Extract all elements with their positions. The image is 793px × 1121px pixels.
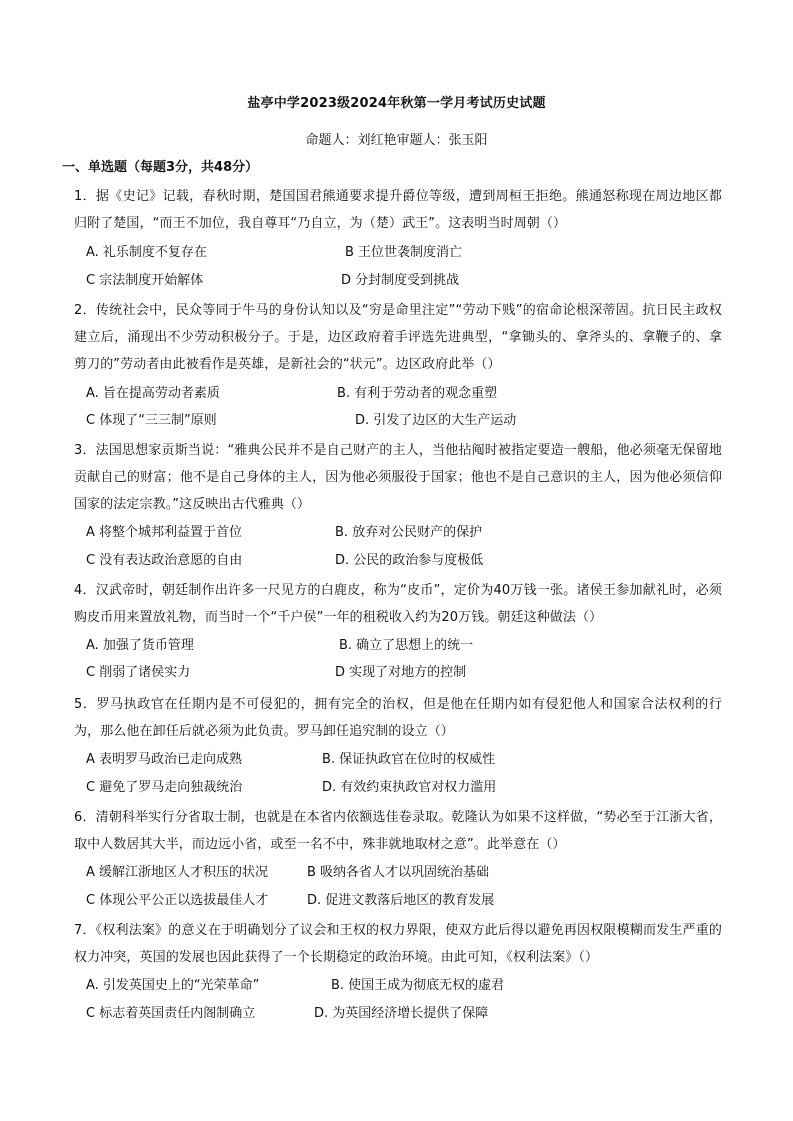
question-4-option-c[interactable]: C 削弱了诸侯实力 <box>86 665 191 680</box>
question-text: 法国思想家贡斯当说：“雅典公民并不是自己财产的主人，当他拈阄时被指定要造一艘船，他必须毫无保留地贡献自己的财富；他不是自己身体的主人，因为他必须服役于国家；他也不是自己意识的主人，因为他必须信仰国家的法定宗教。”这反映出古代雅典（） <box>74 443 722 512</box>
question-5-option-a[interactable]: A 表明罗马政治已走向成熟 <box>86 752 243 767</box>
question-text: 据《史记》记载，春秋时期，楚国国君熊通要求提升爵位等级，遭到周桓王拒绝。熊通怒称现在周边地区都归附了楚国，“而王不加位，我自尊耳“乃自立，为（楚）武王”。这表明当时周朝（） <box>74 189 722 231</box>
question-6-option-c[interactable]: C 体现公平公正以选拔最佳人才 <box>86 893 269 908</box>
question-6-option-a[interactable]: A 缓解江浙地区人才积压的状况 <box>86 865 269 880</box>
question-7-option-d[interactable]: D. 为英国经济增长提供了保障 <box>314 1006 489 1021</box>
question-1-option-a[interactable]: A. 礼乐制度不复存在 <box>86 245 207 260</box>
question-5-option-c[interactable]: C 避免了罗马走向独裁统治 <box>86 780 243 795</box>
section-heading: 一、单选题（每题3分，共48分） <box>62 160 259 175</box>
exam-authors: 命题人：刘红艳审题人：张玉阳 <box>305 133 488 148</box>
question-7-stem <box>74 917 722 971</box>
question-text: 传统社会中，民众等同于牛马的身份认知以及“穷是命里注定”“劳动下贱”的宿命论根深蒂固。抗日民主政权建立后，涌现出不少劳动积极分子。于是，边区政府着手评选先进典型，“拿锄头的、拿斧头的、拿鞭子的、拿剪刀的”劳动者由此被看作是英雄，是新社会的“状元”。边区政府此举（） <box>74 303 722 372</box>
question-7-option-c[interactable]: C 标志着英国责任内阁制确立 <box>86 1006 256 1021</box>
question-2-option-a[interactable]: A. 旨在提高劳动者素质 <box>86 386 220 401</box>
question-6-stem <box>74 804 722 858</box>
question-1-option-b[interactable]: B 王位世袭制度消亡 <box>345 245 463 260</box>
question-number: 5． <box>74 697 97 712</box>
question-2-stem <box>74 297 722 378</box>
question-1-stem <box>74 183 722 237</box>
question-number: 1． <box>74 189 96 204</box>
question-text: 《权利法案》的意义在于明确划分了议会和王权的权力界限，使双方此后得以避免再因权限模糊而发生严重的权力冲突，英国的发展也因此获得了一个长期稳定的政治环境。由此可知，《权利法案》（） <box>74 923 722 965</box>
question-number: 7． <box>74 923 96 938</box>
question-number: 4． <box>74 583 96 598</box>
question-text: 罗马执政官在任期内是不可侵犯的，拥有完全的治权，但是他在任期内如有侵犯他人和国家合法权利的行为，那么他在卸任后就必须为此负责。罗马卸任追究制的设立（） <box>74 697 722 739</box>
question-number: 3． <box>74 443 96 458</box>
question-7-option-a[interactable]: A. 引发英国史上的“光荣革命” <box>86 978 260 993</box>
question-2-option-b[interactable]: B. 有利于劳动者的观念重塑 <box>337 386 498 401</box>
question-7-option-b[interactable]: B. 使国王成为彻底无权的虚君 <box>331 978 505 993</box>
question-number: 6． <box>74 810 96 825</box>
question-6-option-d[interactable]: D. 促进文教落后地区的教育发展 <box>307 893 495 908</box>
question-2-option-d[interactable]: D. 引发了边区的大生产运动 <box>355 413 517 428</box>
question-number: 2． <box>74 303 96 318</box>
question-6-option-b[interactable]: B 吸纳各省人才以巩固统治基础 <box>307 865 490 880</box>
question-4-option-d[interactable]: D 实现了对地方的控制 <box>335 665 467 680</box>
question-5-option-b[interactable]: B. 保证执政官在位时的权威性 <box>322 752 496 767</box>
question-5-option-d[interactable]: D. 有效约束执政官对权力滥用 <box>322 780 497 795</box>
question-5-stem <box>74 691 722 745</box>
question-1-option-d[interactable]: D 分封制度受到挑战 <box>341 273 460 288</box>
question-text: 清朝科举实行分省取士制，也就是在本省内依额选佳卷录取。乾隆认为如果不这样做，“势必至于江浙大省，取中人数居其大半，而边远小省，或至一名不中，殊非就地取材之意”。此举意在（） <box>74 810 722 852</box>
question-3-option-c[interactable]: C 没有表达政治意愿的自由 <box>86 553 243 568</box>
question-2-option-c[interactable]: C 体现了“三三制”原则 <box>86 413 217 428</box>
question-4-stem <box>74 577 722 631</box>
question-text: 汉武帝时，朝廷制作出许多一尺见方的白鹿皮，称为“皮币”，定价为40万钱一张。诸侯王参加献礼时，必须购皮币用来置放礼物，而当时一个“千户侯”一年的租税收入约为20万钱。朝廷这种做法（） <box>74 583 722 625</box>
question-3-stem <box>74 437 722 518</box>
question-3-option-a[interactable]: A 将整个城邦利益置于首位 <box>86 525 243 540</box>
question-3-option-d[interactable]: D. 公民的政治参与度极低 <box>335 553 484 568</box>
question-4-option-a[interactable]: A. 加强了货币管理 <box>86 638 194 653</box>
exam-title: 盐亭中学2023级2024年秋第一学月考试历史试题 <box>247 96 546 111</box>
question-4-option-b[interactable]: B. 确立了思想上的统一 <box>339 638 474 653</box>
question-1-option-c[interactable]: C 宗法制度开始解体 <box>86 273 204 288</box>
question-3-option-b[interactable]: B. 放弃对公民财产的保护 <box>335 525 483 540</box>
